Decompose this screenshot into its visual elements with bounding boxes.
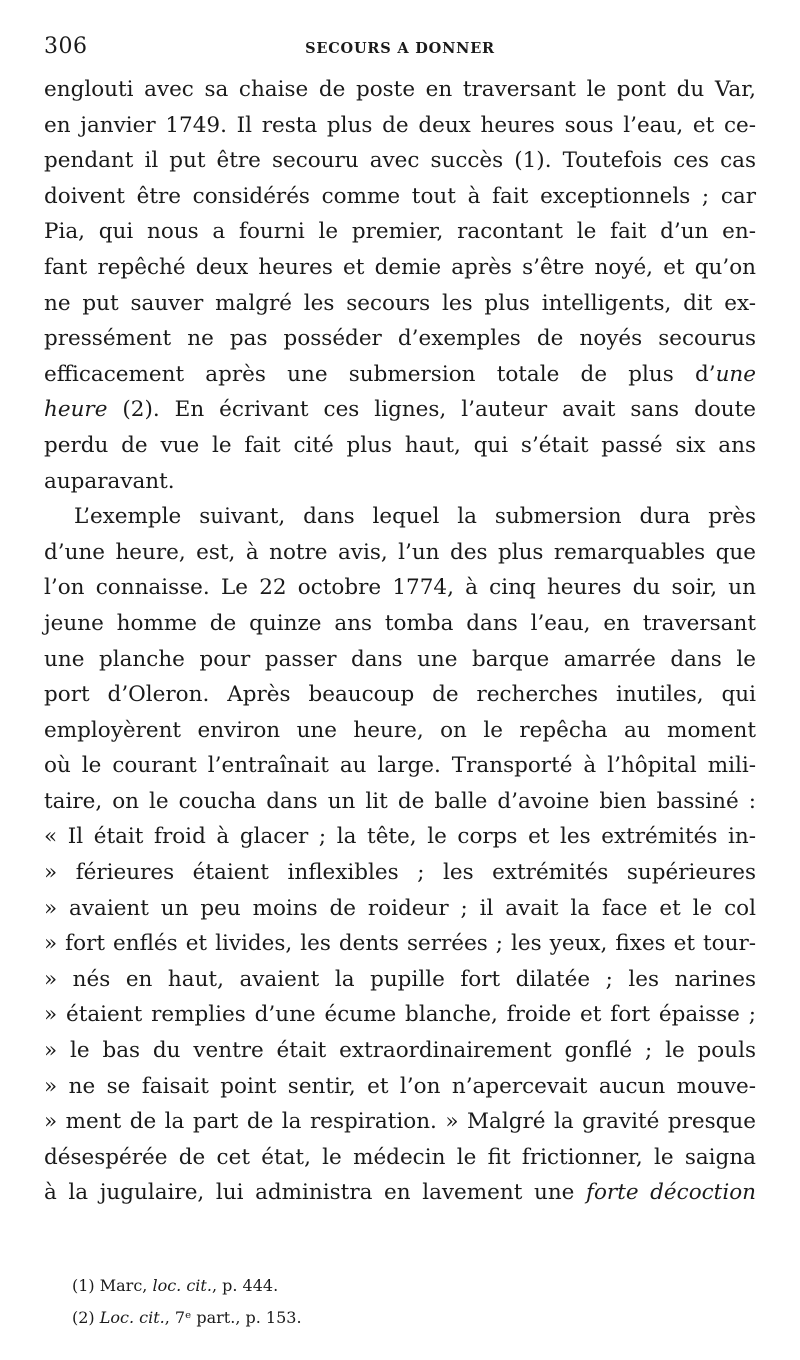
line-text: englouti avec sa chaise de poste en traversant le pont du Var, bbox=[44, 77, 756, 102]
footnote-prefix: (1) Marc, bbox=[72, 1276, 153, 1295]
text-line bbox=[44, 428, 756, 464]
line-text: où le courant l’entraînait au large. Transporté à l’hôpital mili- bbox=[44, 753, 756, 779]
text-line bbox=[44, 748, 756, 784]
line-text: » avaient un peu moins de roideur ; il avait la face et le col bbox=[44, 895, 756, 921]
text-line bbox=[44, 464, 756, 500]
line-text: à la jugulaire, lui administra en lavement une bbox=[44, 1180, 587, 1206]
footnote bbox=[72, 1270, 302, 1302]
text-line bbox=[44, 286, 756, 322]
text-line bbox=[44, 143, 756, 179]
line-text: » ne se faisait point sentir, et l’on n’apercevait aucun mouve- bbox=[44, 1073, 756, 1099]
text-line bbox=[44, 72, 756, 108]
text-line bbox=[44, 819, 756, 855]
text-line bbox=[44, 108, 756, 144]
line-text: jeune homme de quinze ans tomba dans l’eau, en traversant bbox=[44, 610, 756, 636]
line-text: désespérée de cet état, le médecin le fit frictionner, le saigna bbox=[44, 1144, 756, 1170]
line-text: auparavant. bbox=[44, 468, 175, 494]
text-line bbox=[44, 179, 756, 215]
text-line bbox=[44, 1175, 756, 1211]
text-line bbox=[44, 535, 756, 571]
line-text: » étaient remplies d’une écume blanche, froide et fort épaisse ; bbox=[44, 1002, 756, 1028]
line-text: » nés en haut, avaient la pupille fort dilatée ; les narines bbox=[44, 966, 756, 992]
text-line bbox=[44, 357, 756, 393]
line-text: employèrent environ une heure, on le repêcha au moment bbox=[44, 717, 756, 743]
line-text: l’on connaisse. Le 22 octobre 1774, à cinq heures du soir, un bbox=[44, 575, 756, 601]
text-line bbox=[44, 1140, 756, 1176]
running-head: SECOURS A DONNER bbox=[305, 40, 495, 57]
line-text: L’exemple suivant, dans lequel la submersion dura près bbox=[74, 504, 756, 530]
text-line bbox=[44, 713, 756, 749]
footnotes bbox=[72, 1270, 302, 1334]
text-line bbox=[44, 997, 756, 1033]
text-line bbox=[44, 855, 756, 891]
page-number: 306 bbox=[44, 34, 88, 59]
line-text: d’une heure, est, à notre avis, l’un des plus remarquables que bbox=[44, 539, 756, 565]
line-text: » ment de la part de la respiration. » Malgré la gravité presque bbox=[44, 1109, 756, 1135]
line-text: » férieures étaient inflexibles ; les extrémités supérieures bbox=[44, 860, 756, 886]
text-line bbox=[44, 962, 756, 998]
line-text: taire, on le coucha dans un lit de balle d’avoine bien bassiné : bbox=[44, 788, 756, 814]
text-line bbox=[44, 392, 756, 428]
italic-text: une bbox=[715, 361, 756, 387]
footnote-suffix: , p. 444. bbox=[211, 1276, 279, 1295]
line-text: doivent être considérés comme tout à fait exceptionnels ; car bbox=[44, 183, 756, 209]
line-text: « Il était froid à glacer ; la tête, le corps et les extrémités in- bbox=[44, 824, 756, 850]
text-line bbox=[44, 606, 756, 642]
text-line bbox=[44, 1069, 756, 1105]
paragraph bbox=[44, 72, 756, 499]
footnote-suffix: , 7ᵉ part., p. 153. bbox=[164, 1308, 302, 1327]
text-line bbox=[44, 1104, 756, 1140]
text-line bbox=[44, 677, 756, 713]
page-header bbox=[44, 30, 756, 70]
line-text: efficacement après une submersion totale de plus d’ bbox=[44, 361, 716, 387]
text-line bbox=[44, 321, 756, 357]
text-line bbox=[44, 1033, 756, 1069]
footnote bbox=[72, 1302, 302, 1334]
line-text: » le bas du ventre était extraordinairement gonflé ; le pouls bbox=[44, 1038, 756, 1064]
line-text: une planche pour passer dans une barque amarrée dans le bbox=[44, 646, 756, 672]
text-line bbox=[44, 499, 756, 535]
paragraph bbox=[44, 499, 756, 1211]
italic-text: forte décoction bbox=[586, 1180, 756, 1206]
line-text: » fort enflés et livides, les dents serrées ; les yeux, fixes et tour- bbox=[44, 931, 756, 957]
text-line bbox=[44, 570, 756, 606]
line-text: Pia, qui nous a fourni le premier, racontant le fait d’un en- bbox=[44, 219, 756, 245]
line-text: port d’Oleron. Après beaucoup de recherches inutiles, qui bbox=[44, 682, 756, 708]
body-text bbox=[44, 72, 756, 1211]
text-line bbox=[44, 891, 756, 927]
footnote-citation: Loc. cit. bbox=[99, 1308, 165, 1327]
line-text: pressément ne pas posséder d’exemples de noyés secourus bbox=[44, 326, 756, 352]
text-line bbox=[44, 642, 756, 678]
text-line bbox=[44, 250, 756, 286]
text-line bbox=[44, 784, 756, 820]
footnote-citation: loc. cit. bbox=[152, 1276, 212, 1295]
line-text: fant repêché deux heures et demie après s’être noyé, et qu’on bbox=[44, 254, 756, 280]
line-text: perdu de vue le fait cité plus haut, qui s’était passé six ans bbox=[44, 432, 756, 458]
text-line bbox=[44, 214, 756, 250]
line-text: en janvier 1749. Il resta plus de deux heures sous l’eau, et ce- bbox=[44, 112, 756, 138]
line-text: ne put sauver malgré les secours les plus intelligents, dit ex- bbox=[44, 290, 756, 316]
line-text: pendant il put être secouru avec succès (1). Toutefois ces cas bbox=[44, 148, 756, 174]
line-text: (2). En écrivant ces lignes, l’auteur avait sans doute bbox=[107, 397, 756, 423]
italic-text: heure bbox=[44, 397, 108, 423]
footnote-prefix: (2) bbox=[72, 1308, 100, 1327]
text-line bbox=[44, 926, 756, 962]
